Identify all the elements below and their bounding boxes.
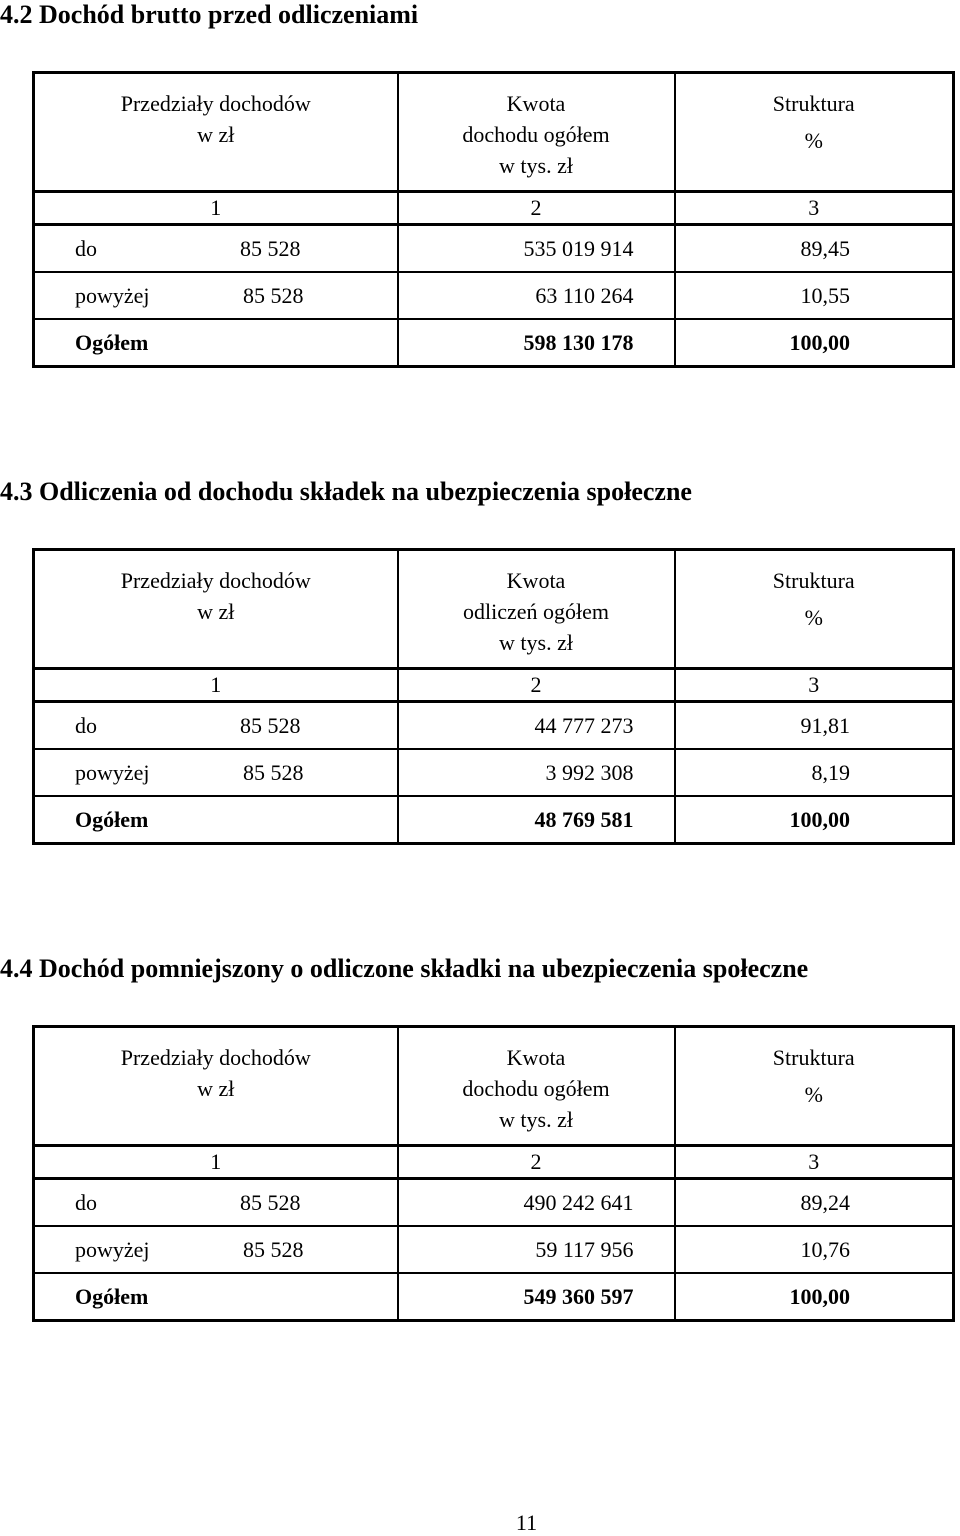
table-header-row: [34, 73, 954, 192]
total-row: Ogółem 598 130 178 100,00: [34, 319, 954, 367]
header-income-brackets: Przedziały dochodów w zł: [34, 550, 398, 669]
section-title: 4.4 Dochód pomniejszony o odliczone składki na ubezpieczenia społeczne: [0, 954, 809, 983]
table-row: powyżej 85 528 63 110 264 10,55: [34, 272, 954, 319]
header-structure: Struktura %: [675, 73, 954, 192]
table-row: do 85 528 44 777 273 91,81: [34, 702, 954, 750]
section-title: 4.3 Odliczenia od dochodu składek na ubezpieczenia społeczne: [0, 477, 692, 506]
total-row: Ogółem 549 360 597 100,00: [34, 1273, 954, 1321]
page-number: 11: [515, 1510, 538, 1535]
table-header-row: [34, 550, 954, 669]
section-title: 4.2 Dochód brutto przed odliczeniami: [0, 0, 419, 29]
column-number-row: 1 2 3: [34, 669, 954, 702]
table-row: do 85 528 490 242 641 89,24: [34, 1179, 954, 1227]
header-structure: Struktura %: [675, 1027, 954, 1146]
header-amount: Kwota dochodu ogółem w tys. zł: [398, 1027, 675, 1146]
total-row: Ogółem 48 769 581 100,00: [34, 796, 954, 844]
table-row: powyżej 85 528 3 992 308 8,19: [34, 749, 954, 796]
header-amount: Kwota odliczeń ogółem w tys. zł: [398, 550, 675, 669]
column-number-row: 1 2 3: [34, 192, 954, 225]
deductions-table: [32, 548, 955, 845]
table-header-row: [34, 1027, 954, 1146]
column-number-row: 1 2 3: [34, 1146, 954, 1179]
header-amount: Kwota dochodu ogółem w tys. zł: [398, 73, 675, 192]
income-table: [32, 71, 955, 368]
header-income-brackets: Przedziały dochodów w zł: [34, 1027, 398, 1146]
net-income-table: [32, 1025, 955, 1322]
table-row: do 85 528 535 019 914 89,45: [34, 225, 954, 273]
header-structure: Struktura %: [675, 550, 954, 669]
header-income-brackets: Przedziały dochodów w zł: [34, 73, 398, 192]
table-row: powyżej 85 528 59 117 956 10,76: [34, 1226, 954, 1273]
